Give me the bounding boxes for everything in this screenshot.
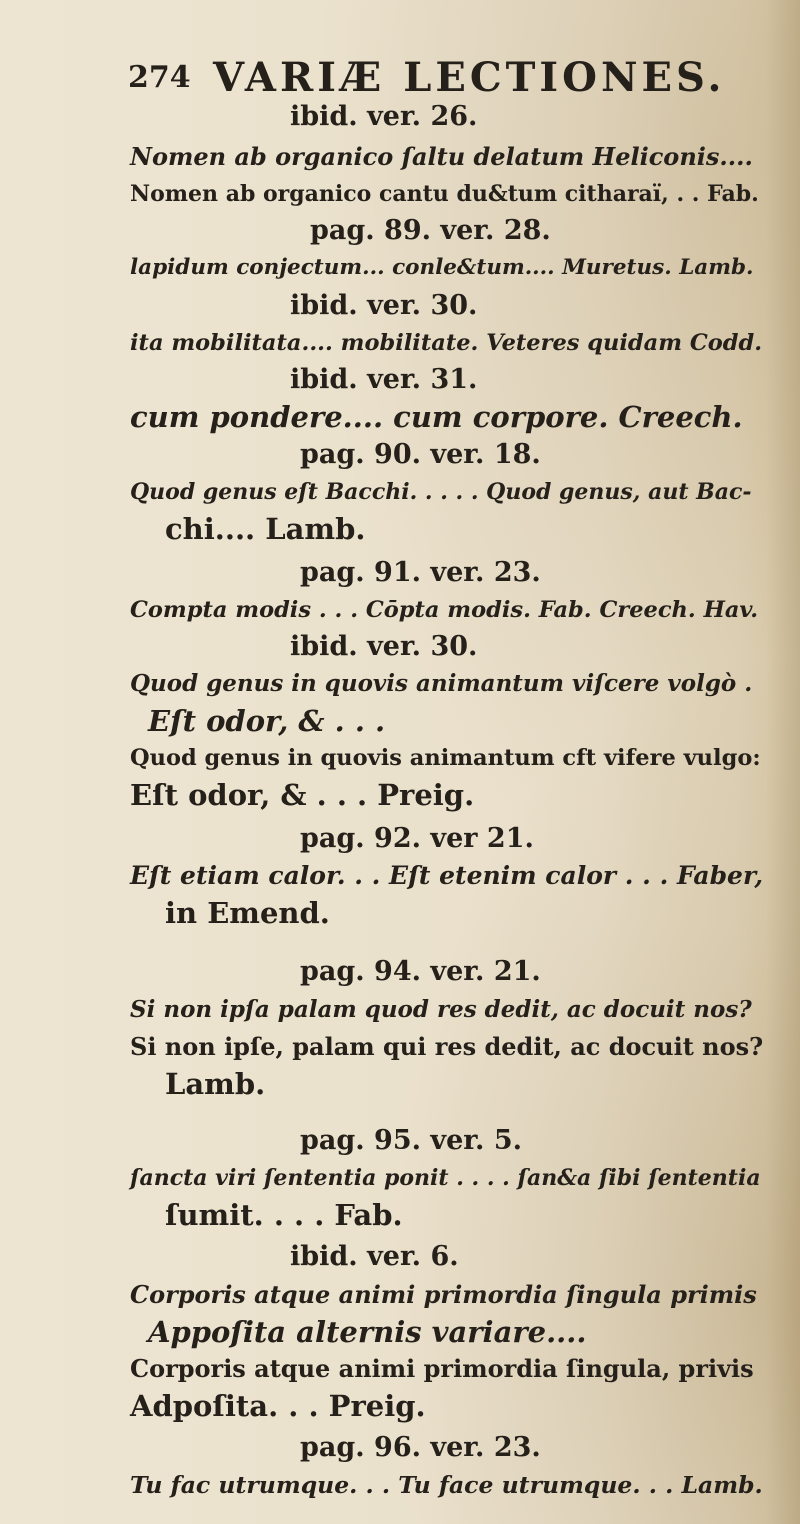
text-line: pag. 90. ver. 18.	[300, 439, 541, 470]
text-line: Eſt etiam calor. . . Eſt etenim calor . . . Faber,	[130, 861, 764, 890]
text-line: Si non ipſa palam quod res dedit, ac docuit nos?	[130, 996, 752, 1023]
page-number: 274	[128, 60, 191, 95]
text-line: Lamb.	[165, 1067, 266, 1101]
text-line: Quod genus eſt Bacchi. . . . . Quod genus, aut Bac-	[130, 479, 752, 505]
text-line: ibid. ver. 30.	[290, 290, 478, 321]
text-line: pag. 94. ver. 21.	[300, 956, 541, 987]
page-edge-shading	[766, 0, 800, 1524]
running-title: VARIÆ LECTIONES.	[213, 54, 726, 101]
text-line: Appoſita alternis variare....	[148, 1315, 587, 1349]
text-line: ibid. ver. 30.	[290, 631, 478, 662]
text-line: Eſt odor, & . . . Preig.	[130, 778, 475, 812]
text-line: pag. 91. ver. 23.	[300, 557, 541, 588]
text-line: ibid. ver. 6.	[290, 1241, 459, 1272]
text-line: ſumit. . . . Fab.	[165, 1198, 403, 1232]
text-line: pag. 89. ver. 28.	[310, 215, 551, 246]
text-line: ſancta viri ſententia ponit . . . . ſan&a ſibi ſententia	[130, 1165, 761, 1191]
text-line: Eſt odor, & . . .	[148, 704, 386, 738]
text-line: pag. 96. ver. 23.	[300, 1432, 541, 1463]
text-line: lapidum conjectum... conle&tum.... Muretus. Lamb.	[130, 255, 754, 280]
text-line: pag. 95. ver. 5.	[300, 1125, 523, 1156]
text-line: ita mobilitata.... mobilitate. Veteres quidam Codd.	[130, 330, 763, 356]
text-line: Compta modis . . . Cōpta modis. Fab. Creech. Hav.	[130, 597, 759, 623]
text-line: Si non ipſe, palam qui res dedit, ac docuit nos?	[130, 1032, 764, 1061]
text-line: Quod genus in quovis animantum cft vifere vulgo:	[130, 745, 761, 771]
text-line: ibid. ver. 31.	[290, 364, 478, 395]
text-line: Nomen ab organico ſaltu delatum Heliconis....	[130, 142, 753, 171]
text-line: Nomen ab organico cantu du&tum citharaï, . . Fab.	[130, 181, 759, 207]
text-line: pag. 92. ver 21.	[300, 823, 534, 854]
text-line: Quod genus in quovis animantum viſcere volgò .	[130, 670, 753, 697]
text-line: Tu fac utrumque. . . Tu face utrumque. . . Lamb.	[130, 1471, 763, 1499]
text-line: cum pondere.... cum corpore. Creech.	[130, 400, 743, 434]
text-line: Corporis atque animi primordia ſingula, privis	[130, 1354, 754, 1383]
text-line: Corporis atque animi primordia ſingula primis	[130, 1280, 757, 1309]
text-line: chi.... Lamb.	[165, 512, 366, 546]
text-line: ibid. ver. 26.	[290, 101, 478, 132]
text-line: Adpoſita. . . Preig.	[130, 1389, 426, 1423]
text-line: in Emend.	[165, 896, 330, 930]
